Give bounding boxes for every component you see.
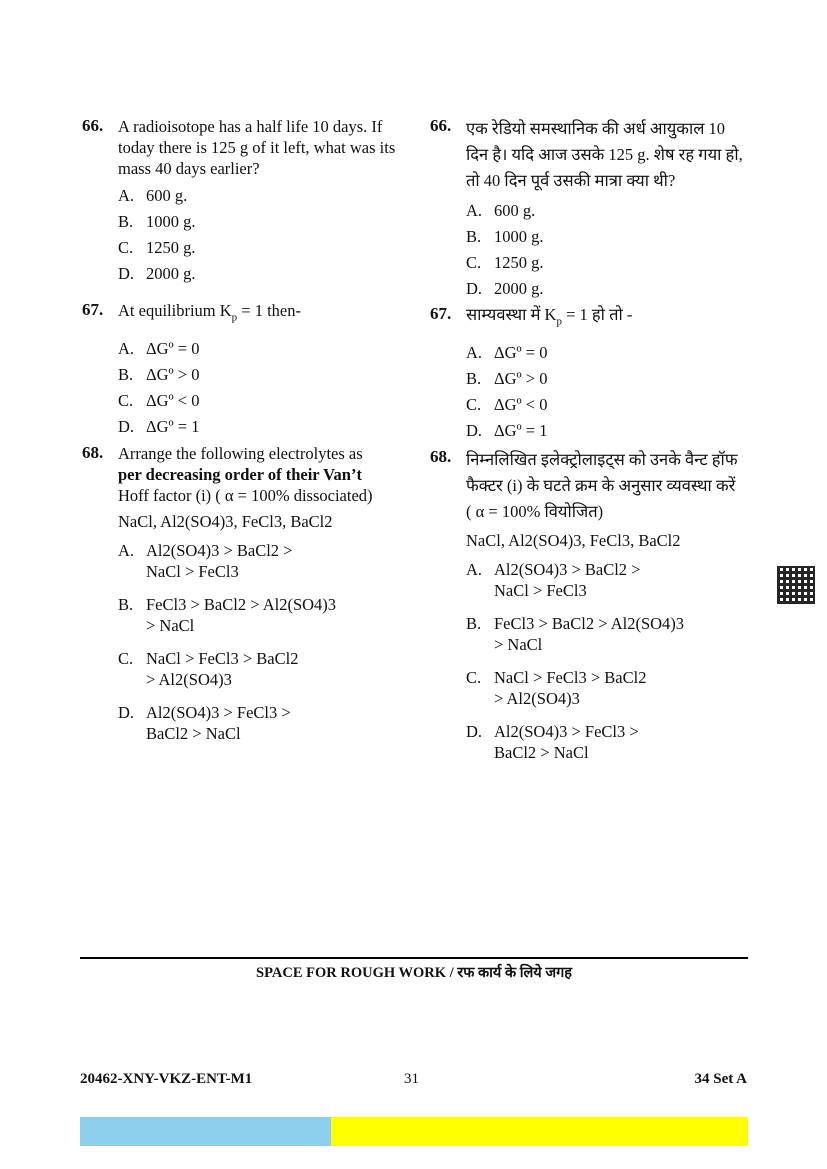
question-number: 68. xyxy=(82,443,104,463)
footer-blue-bar xyxy=(80,1117,331,1146)
option-a: A. Al2(SO4)3 > BaCl2 > NaCl > FeCl3 xyxy=(466,560,641,601)
option-b: B. ΔGº > 0 xyxy=(118,365,200,385)
option-d: D. 2000 g. xyxy=(466,279,544,298)
hindi-column xyxy=(430,116,750,768)
options-list xyxy=(466,200,750,299)
options-list xyxy=(118,338,412,437)
question-number: 67. xyxy=(430,304,452,323)
options-list xyxy=(466,559,750,763)
electrolyte-formula: NaCl, Al2(SO4)3, FeCl3, BaCl2 xyxy=(466,531,681,551)
question-number: 66. xyxy=(430,116,452,135)
electrolyte-formula: NaCl, Al2(SO4)3, FeCl3, BaCl2 xyxy=(118,512,333,532)
option-b: B. FeCl3 > BaCl2 > Al2(SO4)3 > NaCl xyxy=(466,614,685,655)
option-a: A. 600 g. xyxy=(118,186,188,205)
question-text: साम्यवस्था में $K_p = 1$ हो तो - xyxy=(466,305,633,328)
question-67-en xyxy=(82,300,412,437)
question-number: 66. xyxy=(82,116,104,135)
option-d: D. Al2(SO4)3 > FeCl3 > BaCl2 > NaCl xyxy=(466,722,639,763)
option-c: C. ΔGº < 0 xyxy=(466,395,548,415)
page-number: 31 xyxy=(404,1071,419,1087)
option-b: B. 1000 g. xyxy=(118,212,196,231)
question-67-hi xyxy=(430,304,750,441)
paper-code: 20462-XNY-VKZ-ENT-M1 xyxy=(80,1071,253,1087)
divider-line xyxy=(80,957,748,959)
option-a: A. ΔGº = 0 xyxy=(118,339,200,359)
qr-code-icon xyxy=(777,566,815,604)
option-c: C. ΔGº < 0 xyxy=(118,391,200,411)
question-text: A radioisotope has a half life 10 days. If today there is 125 g of it left, what was its mass 40 days earlier? xyxy=(118,117,396,178)
option-c: C. 1250 g. xyxy=(466,253,544,272)
option-b: B. ΔGº > 0 xyxy=(466,369,548,389)
question-66-hi xyxy=(430,116,750,299)
footer-yellow-bar xyxy=(331,1117,748,1146)
option-c: C. NaCl > FeCl3 > BaCl2 > Al2(SO4)3 xyxy=(118,649,299,690)
question-text: एक रेडियो समस्थानिक की अर्ध आयुकाल 10 दिन है। यदि आज उसके 125 g. शेष रह गया हो, तो 40 दिन पूर्व उसकी मात्रा क्या थी? xyxy=(466,119,743,190)
option-c: C. 1250 g. xyxy=(118,238,196,257)
option-c: C. NaCl > FeCl3 > BaCl2 > Al2(SO4)3 xyxy=(466,668,647,709)
question-number: 68. xyxy=(430,447,452,467)
english-column xyxy=(82,116,412,749)
option-d: D. ΔGº = 1 xyxy=(466,421,548,441)
question-text: निम्नलिखित इलेक्ट्रोलाइट्स को उनके वैन्ट हॉफ फैक्टर (i) के घटते क्रम के अनुसार व्यवस्था करें ( α = 100% वियोजित) xyxy=(466,450,738,522)
option-d: D. Al2(SO4)3 > FeCl3 > BaCl2 > NaCl xyxy=(118,703,291,744)
option-d: D. 2000 g. xyxy=(118,264,196,283)
question-68-en xyxy=(82,443,412,744)
option-a: A. ΔGº = 0 xyxy=(466,343,548,363)
options-list xyxy=(466,342,750,441)
set-label: 34 Set A xyxy=(694,1071,747,1087)
option-d: D. ΔGº = 1 xyxy=(118,417,200,437)
option-a: A. 600 g. xyxy=(466,201,536,220)
option-b: B. 1000 g. xyxy=(466,227,544,246)
rough-work-label: SPACE FOR ROUGH WORK / रफ कार्य के लिये जगह xyxy=(256,965,572,981)
question-text: At equilibrium $K_p = 1$ then- xyxy=(118,301,301,324)
question-text: Arrange the following electrolytes as per decreasing order of their Van’t Hoff factor (i) ( α = 100% dissociated) xyxy=(118,444,373,506)
question-number: 67. xyxy=(82,300,104,319)
question-66-en xyxy=(82,116,412,284)
options-list xyxy=(118,185,412,284)
option-a: A. Al2(SO4)3 > BaCl2 > NaCl > FeCl3 xyxy=(118,541,293,582)
question-68-hi xyxy=(430,447,750,763)
option-b: B. FeCl3 > BaCl2 > Al2(SO4)3 > NaCl xyxy=(118,595,337,636)
options-list xyxy=(118,540,412,744)
